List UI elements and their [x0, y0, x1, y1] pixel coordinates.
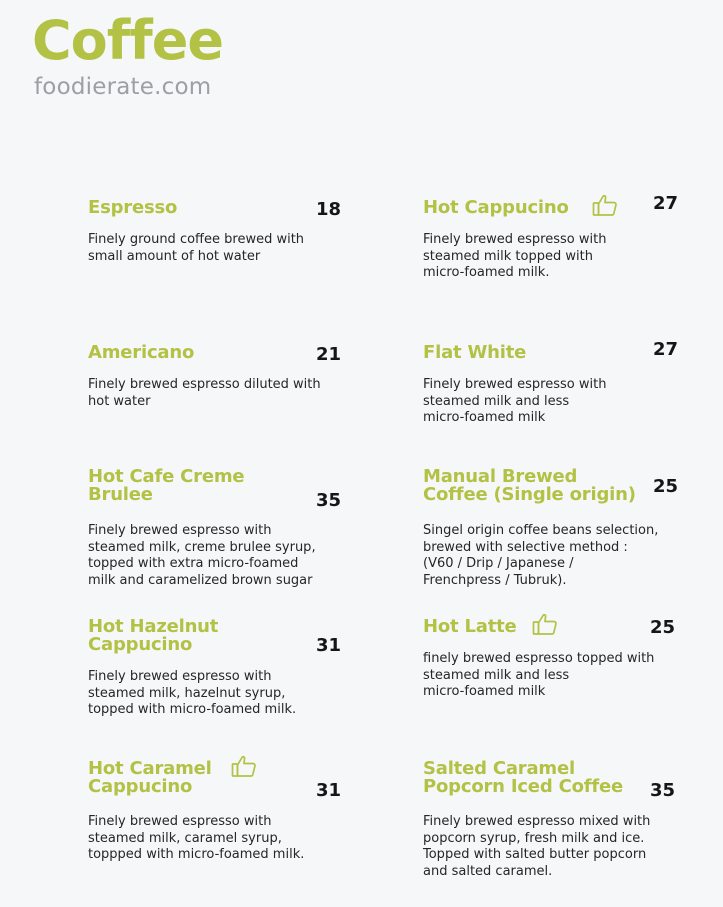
item-name: Hot Cappucino	[423, 197, 569, 218]
item-description: Finely ground coffee brewed with small amount of hot water	[88, 232, 305, 264]
item-description: Finely brewed espresso with steamed milk, caramel syrup, toppped with micro-foamed milk.	[88, 814, 305, 862]
item-price: 31	[316, 635, 342, 656]
item-description: Finely brewed espresso mixed with popcorn syrup, fresh milk and ice. Topped with salted butter popcorn and salted caramel.	[423, 814, 651, 879]
item-price: 31	[316, 780, 342, 801]
item-description: Finely brewed espresso with steamed milk, hazelnut syrup, topped with micro-foamed milk.	[88, 669, 297, 717]
thumbs-up-icon	[231, 754, 257, 778]
item-description: Finely brewed espresso with steamed milk, creme brulee syrup, topped with extra micro-foamed milk and caramelized brown sugar	[88, 523, 316, 588]
item-price: 25	[653, 476, 679, 497]
item-price: 35	[316, 490, 342, 511]
item-name: Hot Hazelnut Cappucino	[88, 616, 219, 655]
item-description: finely brewed espresso topped with steamed milk and less micro-foamed milk	[423, 651, 655, 699]
site-watermark: foodierate.com	[34, 74, 212, 100]
page-title: Coffee	[32, 9, 223, 72]
item-description: Finely brewed espresso with steamed milk topped with micro-foamed milk.	[423, 232, 607, 280]
thumbs-up-icon	[592, 193, 618, 217]
item-name: Espresso	[88, 197, 178, 218]
item-name: Hot Latte	[423, 616, 517, 637]
item-name: Hot Cafe Creme Brulee	[88, 466, 245, 505]
item-description: Finely brewed espresso diluted with hot water	[88, 377, 321, 409]
item-name: Flat White	[423, 342, 527, 363]
thumbs-up-icon	[532, 612, 558, 636]
item-price: 21	[316, 344, 342, 365]
item-name: Salted Caramel Popcorn Iced Coffee	[423, 758, 624, 797]
item-description: Finely brewed espresso with steamed milk and less micro-foamed milk	[423, 377, 607, 425]
item-price: 35	[650, 780, 676, 801]
item-name: Hot Caramel Cappucino	[88, 758, 212, 797]
item-price: 27	[653, 193, 679, 214]
item-name: Manual Brewed Coffee (Single origin)	[423, 466, 636, 505]
item-price: 27	[653, 339, 679, 360]
item-name: Americano	[88, 342, 195, 363]
item-description: Singel origin coffee beans selection, brewed with selective method : (V60 / Drip / Japanese / Frenchpress / Tubruk).	[423, 523, 659, 588]
item-price: 25	[650, 617, 676, 638]
item-price: 18	[316, 199, 342, 220]
